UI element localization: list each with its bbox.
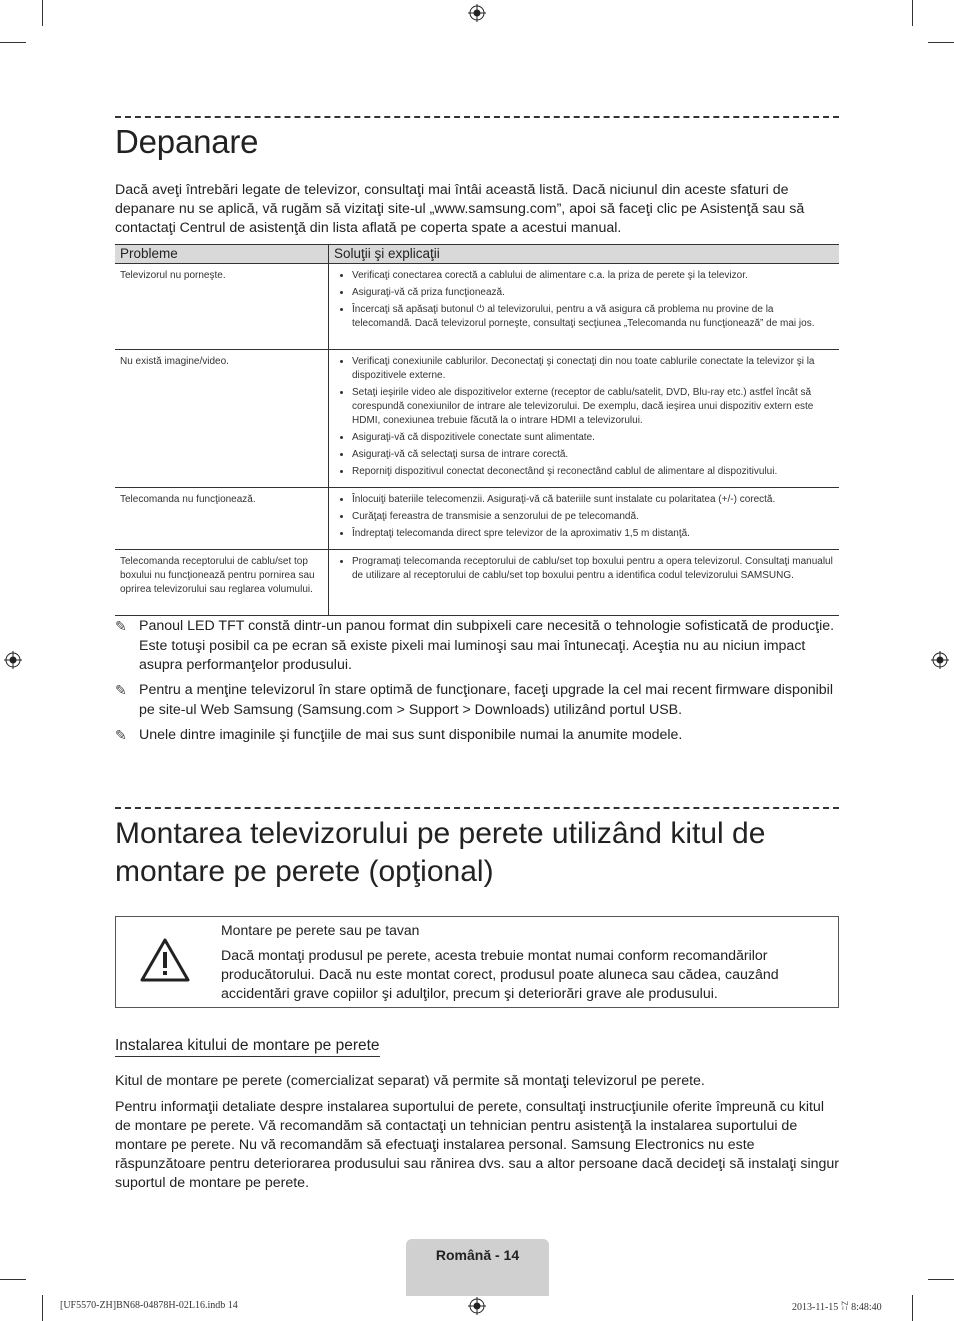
list-item: • Înlocuiţi bateriile telecomenzii. Asiguraţi-vă că bateriile sunt instalate cu polaritatea (+/-) corectă. [352,493,834,507]
intro-paragraph: Dacă aveţi întrebări legate de televizor, consultaţi mai întâi această listă. Dacă niciunul din aceste sfaturi de depanare nu se aplică, vă rugăm să vizitaţi site-ul „www.samsung.com”, apoi să faceţi clic pe Asistenţă sau să contactaţi Centrul de asistenţă din lista aflată pe coperta spate a acestui manual. [115,182,805,236]
list-item: • Curăţaţi fereastra de transmisie a senzorului de pe telecomandă. [352,510,834,524]
pencil-note-icon: ✎ [115,727,127,743]
list-item: • Asiguraţi-vă că dispozitivele conectate sunt alimentate. [352,431,834,445]
crop-mark [928,1279,954,1280]
note [115,726,839,746]
solution-cell [329,488,840,550]
registration-mark-icon [468,1297,486,1315]
pencil-note-icon: ✎ [115,618,127,634]
crop-mark [928,42,954,43]
footer-file: [UF5570-ZH]BN68-04878H-02L16.indb 14 [60,1300,238,1311]
problem-cell: Telecomanda receptorului de cablu/set top boxului nu funcţionează pentru pornirea sau oprirea televizorului sau reglarea volumului. [115,550,329,616]
warning-box [115,916,839,1008]
registration-mark-icon [4,651,22,669]
table-row [115,350,839,488]
section-divider [115,116,839,118]
table-row [115,264,839,350]
crop-mark [912,1295,913,1321]
list-item: • Programaţi telecomanda receptorului de cablu/set top boxului pentru a opera televizorul. Consultaţi manualul de utilizare al receptorului de cablu/set top boxului pentru a identifica codul televizorului SAMSUNG. [352,555,834,583]
problem-cell: Televizorul nu porneşte. [115,264,329,350]
column-header-solutions: Soluţii şi explicaţii [329,245,840,264]
warning-triangle-icon [139,937,191,983]
page-number: Română - 14 [435,1247,520,1263]
paragraph: Kitul de montare pe perete (comercializat separat) vă permite să montaţi televizorul pe perete. [115,1073,705,1089]
pencil-note-icon: ✎ [115,682,127,698]
table-row [115,550,839,616]
paragraph: Pentru informaţii detaliate despre instalarea suportului de perete, consultaţi instrucţiunile oferite împreună cu kitul de montare pe perete. Vă recomandăm să contactaţi un tehnician pentru asistenţă la instalarea suportului de montare pe perete. Nu vă recomandăm să efectuaţi instalarea personal. Samsung Electronics nu este răspunzătoare pentru deteriorarea produsului sau rănirea dvs. sau a altor persoane dacă decideţi să instalaţi singur suportul de montare pe perete. [115,1099,839,1191]
list-item: • Verificaţi conexiunile cablurilor. Deconectaţi şi conectaţi din nou toate cablurile conectate la televizor şi la dispozitivele externe. [352,355,834,383]
warning-title: Montare pe perete sau pe tavan [221,922,420,938]
list-item: • Verificaţi conectarea corectă a cablului de alimentare c.a. la priza de perete şi la televizor. [352,269,834,283]
note-text: Panoul LED TFT constă dintr-un panou format din subpixeli care necesită o tehnologie sofisticată de producţie. Este totuşi posibil ca pe ecran să existe pixeli mai luminoşi sau mai întunecaţi. Aceştia nu au niciun impact asupra performanţelor produsului. [139,618,835,673]
table-row [115,488,839,550]
page-number-tab [406,1239,549,1296]
page-title: Depanare [115,123,259,160]
column-header-problems: Probleme [115,245,329,264]
warning-body: Dacă montaţi produsul pe perete, acesta trebuie montat numai conform recomandărilor producătorului. Dacă nu este montat corect, produsul poate aluneca sau cădea, cauzând accidentări grave copiilor şi adulţilor, precum şi deteriorări grave ale produsului. [221,948,779,1002]
note [115,617,839,676]
troubleshooting-table [115,244,839,616]
registration-mark-icon [468,4,486,22]
list-item: • Asiguraţi-vă că selectaţi sursa de intrare corectă. [352,448,834,462]
registration-mark-icon [931,651,949,669]
problem-cell: Telecomanda nu funcţionează. [115,488,329,550]
crop-mark [912,0,913,26]
crop-mark [0,1279,26,1280]
section-divider [115,807,839,809]
list-item: • Setaţi ieşirile video ale dispozitivelor externe (receptor de cablu/satelit, DVD, Blu-ray etc.) astfel încât să corespundă conexiunilor de intrare ale televizorului. De exemplu, dacă ieşirea unui dispozitiv extern este HDMI, conexiunea trebuie făcută la o intrare HDMI a televizorului. [352,386,834,428]
crop-mark [42,0,43,26]
note [115,681,839,720]
solution-cell [329,550,840,616]
note-text: Pentru a menţine televizorul în stare optimă de funcţionare, faceţi upgrade la cel mai recent firmware disponibil pe site-ul Web Samsung (Samsung.com > Support > Downloads) utilizând portul USB. [139,682,833,718]
list-item: • Încercaţi să apăsaţi butonul ⏻ al televizorului, pentru a vă asigura că problema nu provine de la telecomandă. Dacă televizorul porneşte, consultaţi secţiunea „Telecomanda nu funcţionează” de mai jos. [352,303,834,331]
subheading: Instalarea kitului de montare pe perete [115,1037,380,1057]
list-item: • Asiguraţi-vă că priza funcţionează. [352,286,834,300]
list-item: • Îndreptaţi telecomanda direct spre televizor de la aproximativ 1,5 m distanţă. [352,527,834,541]
problem-cell: Nu există imagine/video. [115,350,329,488]
crop-mark [42,1295,43,1321]
solution-cell [329,350,840,488]
footer-timestamp: 2013-11-15 ꊃ 8:48:40 [792,1302,882,1313]
solution-cell [329,264,840,350]
list-item: • Reporniţi dispozitivul conectat deconectând şi reconectând cablul de alimentare al dispozitivului. [352,465,834,479]
crop-mark [0,42,26,43]
section-title: Montarea televizorului pe perete utilizând kitul de montare pe perete (opţional) [115,817,766,888]
note-text: Unele dintre imaginile şi funcţiile de mai sus sunt disponibile numai la anumite modele. [139,727,683,743]
